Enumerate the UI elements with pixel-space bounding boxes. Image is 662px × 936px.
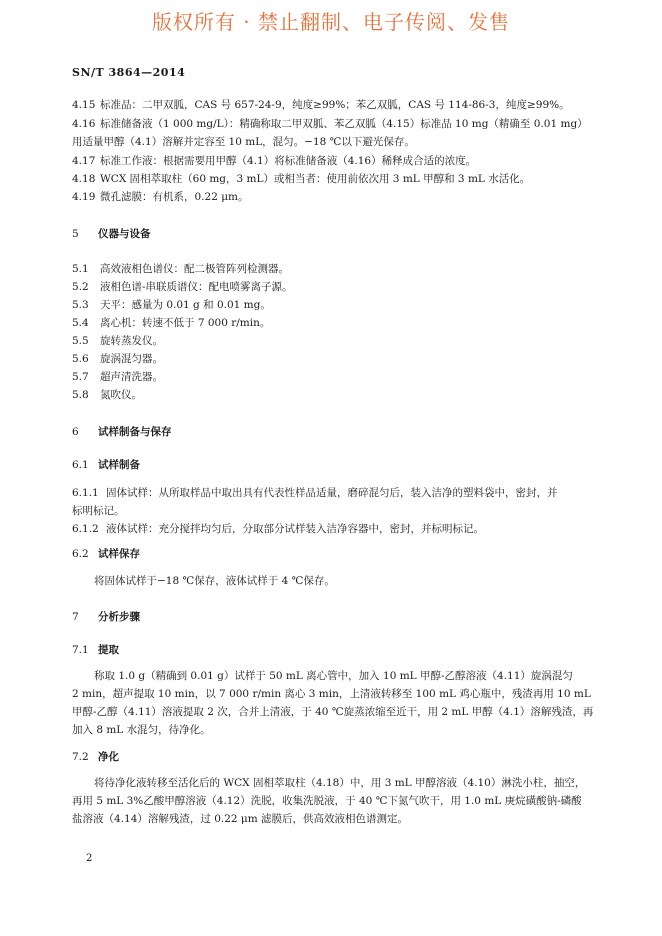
item-5-6 <box>72 352 592 366</box>
item-text: 旋涡混匀器。 <box>100 353 163 365</box>
section-number: 7 <box>72 611 79 623</box>
item-4-15 <box>72 98 592 112</box>
item-6-1-1-cont <box>72 504 592 518</box>
item-text: WCX 固相萃取柱（60 mg，3 mL）或相当者：使用前依次用 3 mL 甲醇和 3 mL 水活化。 <box>100 173 531 185</box>
item-4-17 <box>72 154 592 168</box>
item-text: 标准品：二甲双胍，CAS 号 657-24-9，纯度≥99%；苯乙双胍，CAS 号 114-86-3，纯度≥99%。 <box>100 99 570 111</box>
subsection-title: 试样保存 <box>98 548 140 560</box>
paragraph-7-1-line: 称取 1.0 g（精确到 0.01 g）试样于 50 mL 离心管中，加入 10 mL 甲醇-乙醇溶液（4.11）旋涡混匀 <box>94 670 573 682</box>
subsection-6-1-heading <box>72 458 592 472</box>
item-text: 标准储备液（1 000 mg/L）：精确称取二甲双胍、苯乙双胍（4.15）标准品 10 mg（精确至 0.01 mg） <box>100 118 588 130</box>
paragraph-7-1-line: 加入 8 mL 水混匀，待净化。 <box>72 724 211 736</box>
item-5-8 <box>72 388 592 402</box>
section-title: 仪器与设备 <box>98 228 151 240</box>
item-number: 4.17 <box>72 155 96 167</box>
item-text: 用适量甲醇（4.1）溶解并定容至 10 mL，混匀。−18 ℃以下避光保存。 <box>72 136 415 148</box>
item-number: 6.1.1 <box>72 487 99 499</box>
item-number: 4.18 <box>72 173 96 185</box>
item-4-18 <box>72 172 592 186</box>
page-number: 2 <box>86 853 93 864</box>
item-text: 旋转蒸发仪。 <box>100 335 163 347</box>
item-text: 天平：感量为 0.01 g 和 0.01 mg。 <box>100 299 271 311</box>
paragraph-7-2-line: 盐溶液（4.14）溶解残渣，过 0.22 μm 滤膜后，供高效液相色谱测定。 <box>72 813 409 825</box>
item-text: 液体试样：充分搅拌均匀后，分取部分试样装入洁净容器中，密封，并标明标记。 <box>106 523 484 535</box>
item-number: 4.15 <box>72 99 96 111</box>
section-7-heading <box>72 610 592 624</box>
item-4-16-cont <box>72 135 592 149</box>
item-number: 5.4 <box>72 317 89 329</box>
item-number: 5.3 <box>72 299 89 311</box>
item-text: 氮吹仪。 <box>100 389 142 401</box>
item-4-19 <box>72 190 592 204</box>
item-text: 固体试样：从所取样品中取出具有代表性样品适量，磨碎混匀后，装入洁净的塑料袋中，密封，并 <box>106 487 558 499</box>
item-text: 微孔滤膜：有机系，0.22 μm。 <box>100 191 249 203</box>
standard-number: SN/T 3864—2014 <box>72 66 186 79</box>
section-title: 试样制备与保存 <box>98 426 172 438</box>
item-5-5 <box>72 334 592 348</box>
item-text: 高效液相色谱仪：配二极管阵列检测器。 <box>100 263 289 275</box>
subsection-title: 试样制备 <box>98 459 140 471</box>
subsection-number: 6.1 <box>72 459 89 471</box>
paragraph-6-2 <box>72 574 614 588</box>
subsection-number: 7.2 <box>72 751 89 763</box>
section-number: 6 <box>72 426 79 438</box>
item-5-7 <box>72 370 592 384</box>
item-number: 5.1 <box>72 263 89 275</box>
paragraph-7-1-line: 甲醇-乙醇（4.11）溶液提取 2 次，合并上清液，于 40 ℃旋蒸浓缩至近干，用 2 mL 甲醇（4.1）溶解残渣，再 <box>72 706 594 718</box>
section-6-heading <box>72 425 592 439</box>
paragraph-7-2-line: 再用 5 mL 3%乙酸甲醇溶液（4.12）洗脱，收集洗脱液，于 40 ℃下氮气吹干，用 1.0 mL 庚烷磺酸钠-磷酸 <box>72 795 582 807</box>
item-number: 5.6 <box>72 353 89 365</box>
paragraph-7-2-line: 将待净化液转移至活化后的 WCX 固相萃取柱（4.18）中，用 3 mL 甲醇溶液（4.10）淋洗小柱，抽空， <box>94 777 586 789</box>
item-number: 5.5 <box>72 335 89 347</box>
item-text: 标准工作液：根据需要用甲醇（4.1）将标准储备液（4.16）稀释成合适的浓度。 <box>100 155 477 167</box>
section-number: 5 <box>72 228 79 240</box>
subsection-title: 净化 <box>98 751 119 763</box>
subsection-7-1-heading <box>72 643 592 657</box>
item-5-3 <box>72 298 592 312</box>
subsection-number: 7.1 <box>72 644 89 656</box>
item-5-1 <box>72 262 592 276</box>
item-number: 5.7 <box>72 371 89 383</box>
section-title: 分析步骤 <box>98 611 140 623</box>
item-5-4 <box>72 316 592 330</box>
paragraph-text: 将固体试样于−18 ℃保存，液体试样于 4 ℃保存。 <box>94 575 335 587</box>
item-number: 4.16 <box>72 118 96 130</box>
item-text: 离心机：转速不低于 7 000 r/min。 <box>100 317 271 329</box>
subsection-7-2-heading <box>72 750 592 764</box>
item-text: 标明标记。 <box>72 505 125 517</box>
item-4-16 <box>72 117 592 131</box>
paragraph-7-1-line: 2 min，超声提取 10 min，以 7 000 r/min 离心 3 min，上清液转移至 100 mL 鸡心瓶中，残渣再用 10 mL <box>72 688 591 700</box>
item-number: 5.8 <box>72 389 89 401</box>
item-6-1-2 <box>72 522 592 536</box>
item-6-1-1 <box>72 486 592 500</box>
item-text: 液相色谱-串联质谱仪：配电喷雾离子源。 <box>100 281 293 293</box>
item-number: 4.19 <box>72 191 96 203</box>
item-5-2 <box>72 280 592 294</box>
section-5-heading <box>72 227 592 241</box>
item-text: 超声清洗器。 <box>100 371 163 383</box>
item-number: 6.1.2 <box>72 523 99 535</box>
subsection-number: 6.2 <box>72 548 89 560</box>
item-number: 5.2 <box>72 281 89 293</box>
subsection-6-2-heading <box>72 547 592 561</box>
subsection-title: 提取 <box>98 644 119 656</box>
copyright-watermark: 版权所有 · 禁止翻制、电子传阅、发售 <box>151 10 511 34</box>
